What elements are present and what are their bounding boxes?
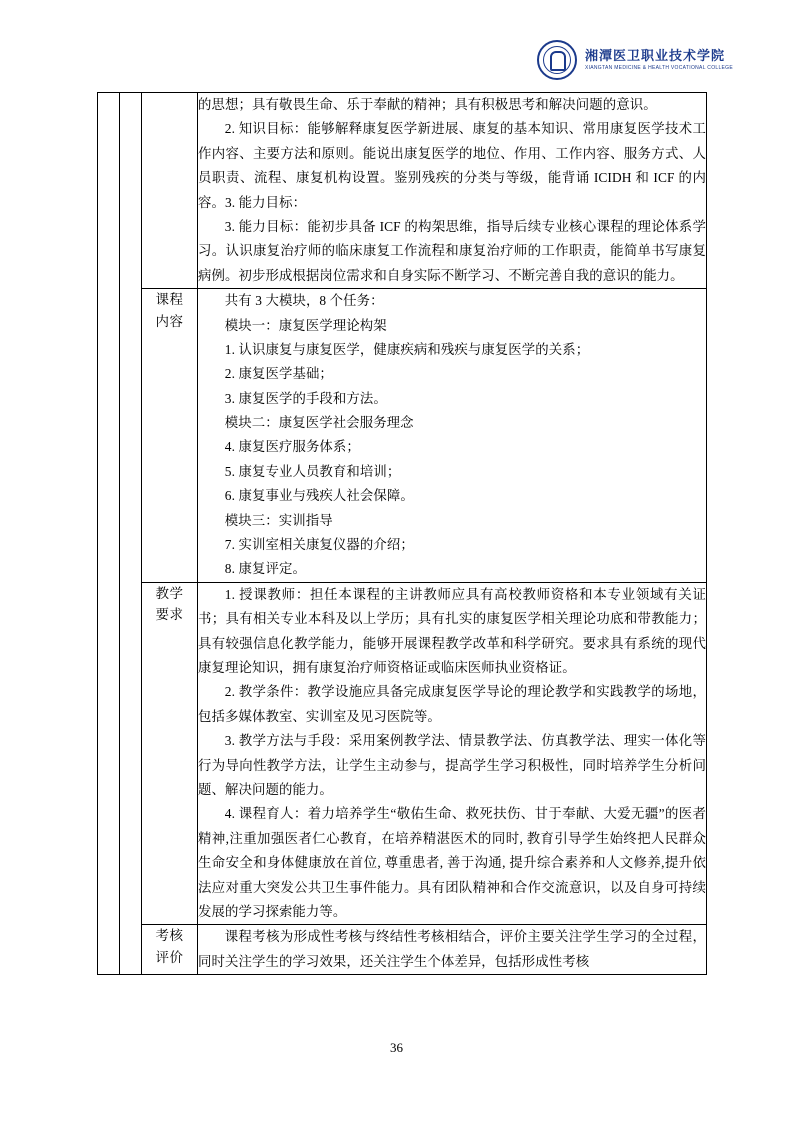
paragraph: 的思想；具有敬畏生命、乐于奉献的精神；具有积极思考和解决问题的意识。	[198, 97, 657, 112]
paragraph: 4. 康复医疗服务体系；	[224, 439, 360, 455]
paragraph: 3. 教学方法与手段：采用案例教学法、情景教学法、仿真教学法、理实一体化等行为导向性教学方法，让学生主动参与，提高学生学习积极性，同时培养学生分析问题、解决问题的能力。	[198, 733, 706, 797]
label-line: 考核	[155, 928, 184, 944]
row-label-assessment	[142, 925, 198, 975]
table-row	[98, 925, 707, 975]
paragraph: 模块二：康复医学社会服务理念	[224, 415, 414, 431]
college-name-cn: 湘潭医卫职业技术学院	[584, 47, 725, 63]
row-content-assessment	[198, 925, 707, 975]
label-line: 评价	[155, 949, 184, 965]
paragraph: 2. 康复医学基础；	[224, 366, 333, 382]
page-number: 36	[390, 1040, 403, 1055]
paragraph: 1. 认识康复与康复医学，健康疾病和残疾与康复医学的关系；	[224, 341, 590, 357]
paragraph: 2. 教学条件：教学设施应具备完成康复医学导论的理论教学和实践教学的场地，包括多媒体教室、实训室及见习医院等。	[198, 684, 706, 724]
college-logo-text	[585, 49, 733, 72]
table-row	[98, 289, 707, 583]
label-line: 要求	[155, 607, 184, 623]
row-content-teaching-requirements	[198, 582, 707, 924]
table-row	[98, 93, 707, 289]
row-label-course-content	[142, 289, 198, 583]
table-row	[98, 582, 707, 924]
college-name-en: XIANGTAN MEDICINE & HEALTH VOCATIONAL COLLEGE	[584, 64, 733, 71]
college-logo	[537, 40, 733, 80]
paragraph: 模块一：康复医学理论构架	[224, 317, 387, 333]
row-content-objectives	[198, 93, 707, 289]
paragraph: 3. 能力目标：能初步具备 ICF 的构架思维，指导后续专业核心课程的理论体系学习。认识康复治疗师的临床康复工作流程和康复治疗师的工作职责，能简单书写康复病例。初步形成根据岗位需求和自身实际不断学习、不断完善自我的意识的能力。	[198, 218, 706, 283]
table-cell-outer-spacer-2	[120, 93, 142, 975]
label-line: 课程	[155, 292, 184, 308]
paragraph: 3. 康复医学的手段和方法。	[224, 390, 387, 406]
paragraph: 8. 康复评定。	[224, 561, 306, 577]
paragraph: 2. 知识目标：能够解释康复医学新进展、康复的基本知识、常用康复医学技术工作内容、主要方法和原则。能说出康复医学的地位、作用、工作内容、服务方式、人员职责、流程、康复机构设置。鉴别残疾的分类与等级，能背诵 ICIDH 和 ICF 的内容。3. 能力目标：	[198, 121, 706, 210]
college-seal-icon	[537, 40, 577, 80]
paragraph: 5. 康复专业人员教育和培训；	[224, 463, 401, 479]
paragraph: 1. 授课教师：担任本课程的主讲教师应具有高校教师资格和本专业领域有关证书；具有相关专业本科及以上学历；具有扎实的康复医学相关理论功底和带教能力；具有较强信息化教学能力，能够开展课程教学改革和科学研究。要求具有系统的现代康复理论知识，拥有康复治疗师资格证或临床医师执业资格证。	[198, 586, 706, 675]
paragraph: 课程考核为形成性考核与终结性考核相结合，评价主要关注学生学习的全过程，同时关注学生的学习效果，还关注学生个体差异，包括形成性考核	[198, 929, 706, 969]
label-line: 内容	[155, 313, 184, 329]
paragraph: 4. 课程育人：着力培养学生“敬佑生命、救死扶伤、甘于奉献、大爱无疆”的医者精神,注重加强医者仁心教育，在培养精湛医术的同时, 教育引导学生始终把人民群众生命安全和身体健康放在首位, 尊重患者, 善于沟通, 提升综合素养和人文修养,提升依法应对重大突发公共卫生事件能力。具有团队精神和合作交流意识，以及自身可持续发展的学习探索能力等。	[198, 806, 706, 919]
paragraph: 共有 3 大模块，8 个任务：	[224, 293, 384, 309]
course-syllabus-table	[97, 92, 707, 975]
row-label-continued	[142, 93, 198, 289]
paragraph: 模块三：实训指导	[224, 512, 333, 528]
label-line: 教学	[155, 585, 184, 601]
paragraph: 6. 康复事业与残疾人社会保障。	[224, 488, 414, 504]
paragraph: 7. 实训室相关康复仪器的介绍；	[224, 537, 414, 553]
row-label-teaching-requirements	[142, 582, 198, 924]
table-cell-outer-spacer-1	[98, 93, 120, 975]
row-content-course-content	[198, 289, 707, 583]
